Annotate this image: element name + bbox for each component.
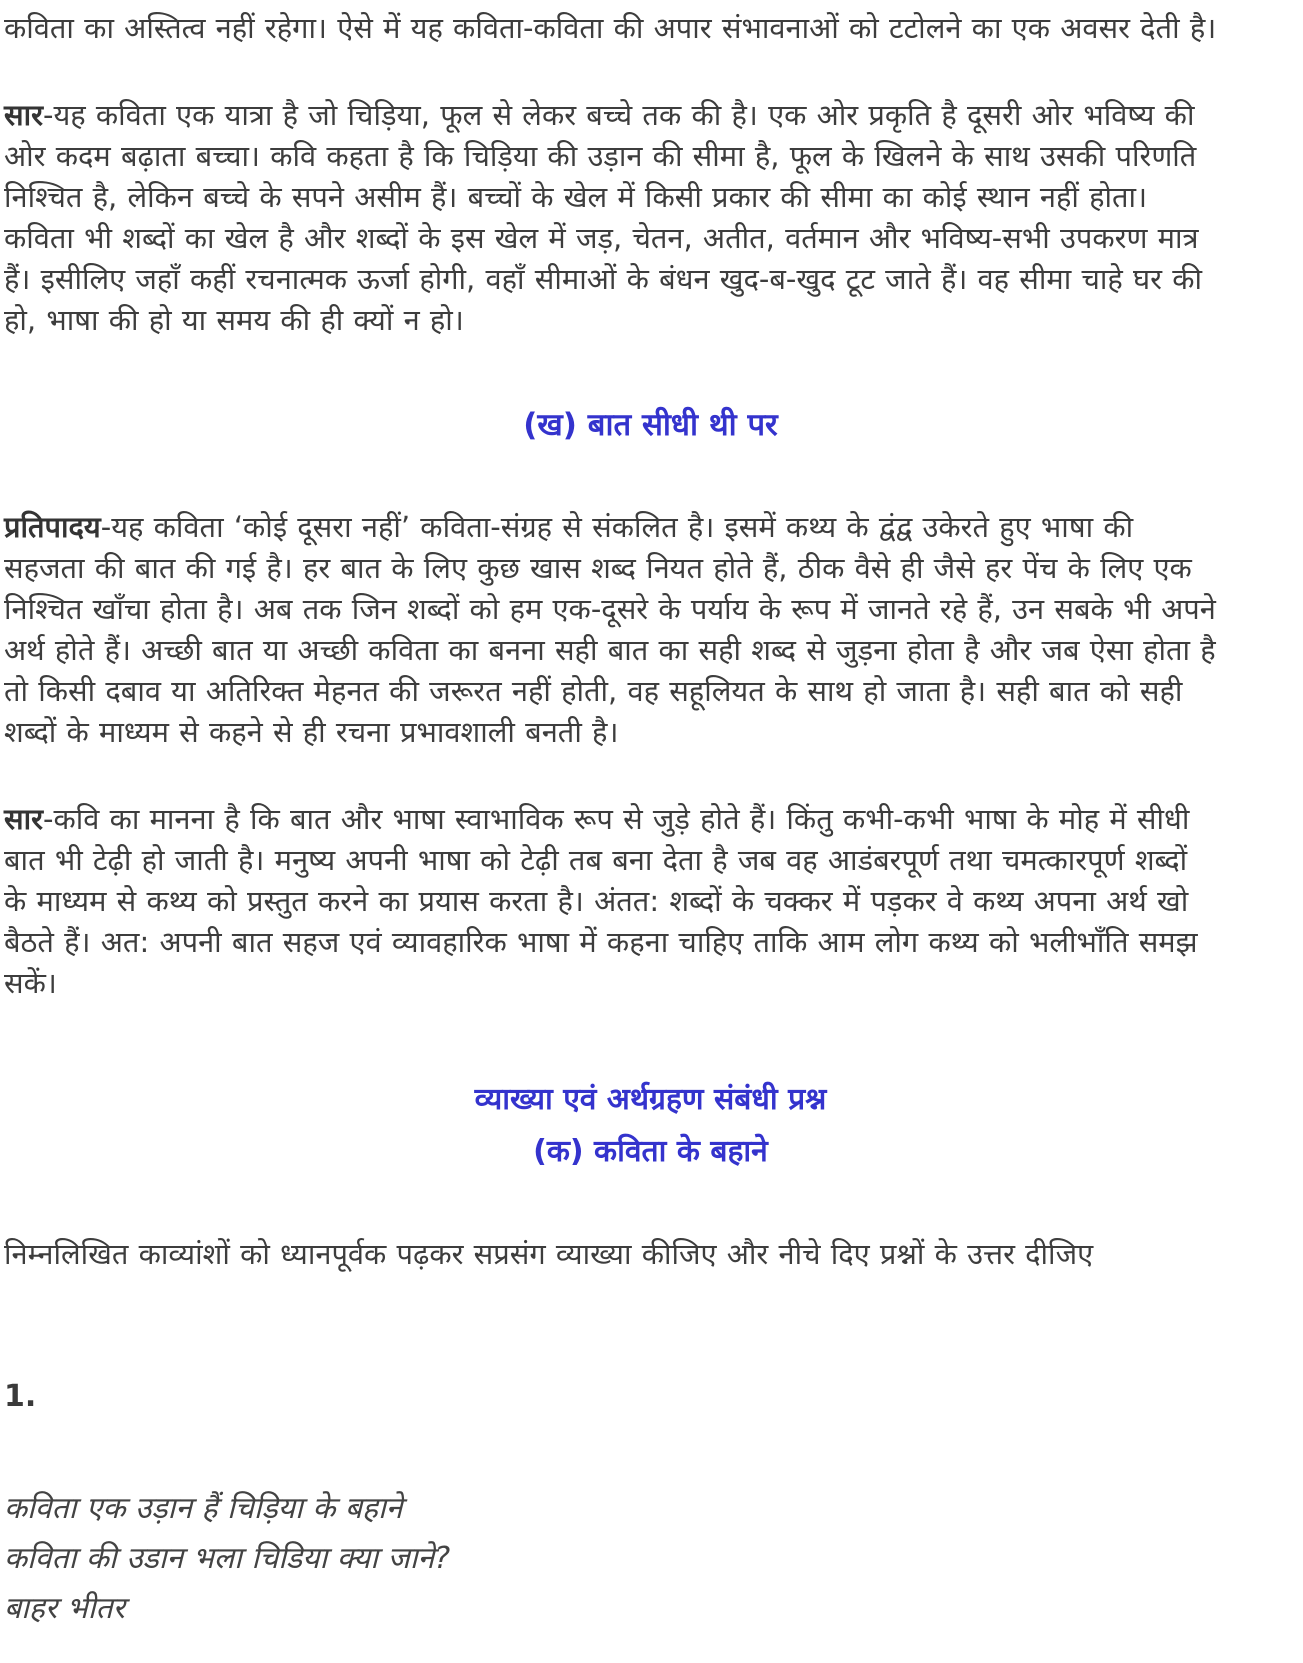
questions-section-heading: व्याख्या एवं अर्थग्रहण संबंधी प्रश्न bbox=[474, 1082, 827, 1117]
pratipadya-text: -यह कविता ‘कोई दूसरा नहीं’ कविता-संग्रह से संकलित है। इसमें कथ्य के द्वंद्व उकेरते हुए भाषा की सहजता की बात की गई है। हर बात के लिए कुछ खास शब्द नियत होते हैं, ठीक वैसे ही जैसे हर पेंच के लिए एक निश्चित खाँचा होता है। अब तक जिन शब्दों को हम एक-दूसरे के पर्याय के रूप में जानते रहे हैं, उन सबके भी अपने अर्थ होते हैं। अच्छी बात या अच्छी कविता का बनना सही बात का सही शब्द से जुड़ना होता है और जब ऐसा होता है तो किसी दबाव या अतिरिक्त मेहनत की जरूरत नहीं होती, वह सहूलियत के साथ हो जाता है। सही बात को सही शब्दों के माध्यम से कहने से ही रचना प्रभावशाली बनती है। bbox=[4, 510, 1216, 749]
summary-text: -यह कविता एक यात्रा है जो चिड़िया, फूल से लेकर बच्चे तक की है। एक ओर प्रकृति है दूसरी ओर भविष्य की ओर कदम बढ़ाता बच्चा। कवि कहता है कि चिड़िया की उड़ान की सीमा है, फूल के खिलने के साथ उसकी परिणति निश्चित है, लेकिन बच्चे के सपने असीम हैं। बच्चों के खेल में किसी प्रकार की सीमा का कोई स्थान नहीं होता। कविता भी शब्दों का खेल है और शब्दों के इस खेल में जड़, चेतन, अतीत, वर्तमान और भविष्य-सभी उपकरण मात्र हैं। इसीलिए जहाँ कहीं रचनात्मक ऊर्जा होगी, वहाँ सीमाओं के बंधन खुद-ब-खुद टूट जाते हैं। वह सीमा चाहे घर की हो, भाषा की हो या समय की ही क्यों न हो। bbox=[4, 98, 1203, 337]
question-number: 1. bbox=[4, 1379, 37, 1414]
pratipadya-lead-word: प्रतिपादय bbox=[4, 510, 101, 544]
summary-paragraph-kavita-ke-bahane bbox=[4, 95, 1297, 341]
subsection-heading-kavita-ke-bahane: (क) कविता के बहाने bbox=[533, 1134, 768, 1169]
poem-line: बाहर भीतर bbox=[4, 1591, 125, 1626]
intro-paragraph bbox=[4, 8, 1297, 49]
summary-paragraph-baat-seedhi bbox=[4, 799, 1297, 1004]
pratipadya-paragraph bbox=[4, 507, 1297, 753]
summary2-lead-word: सार bbox=[4, 802, 43, 836]
questions-heading-group bbox=[4, 1074, 1297, 1178]
poem-line: कविता एक उड़ान हैं चिड़िया के बहाने bbox=[4, 1491, 403, 1526]
intro-paragraph-text: कविता का अस्तित्व नहीं रहेगा। ऐसे में यह कविता-कविता की अपार संभावनाओं को टटोलने का एक अवसर देती है। bbox=[4, 11, 1217, 45]
poem-line: कविता की उडान भला चिडिया क्या जाने? bbox=[4, 1541, 451, 1576]
summary2-text: -कवि का मानना है कि बात और भाषा स्वाभाविक रूप से जुड़े होते हैं। किंतु कभी-कभी भाषा के मोह में सीधी बात भी टेढ़ी हो जाती है। मनुष्य अपनी भाषा को टेढ़ी तब बना देता है जब वह आडंबरपूर्ण तथा चमत्कारपूर्ण शब्दों के माध्यम से कथ्य को प्रस्तुत करने का प्रयास करता है। अंतत: शब्दों के चक्कर में पड़कर वे कथ्य अपना अर्थ खो बैठते हैं। अत: अपनी बात सहज एवं व्यावहारिक भाषा में कहना चाहिए ताकि आम लोग कथ्य को भलीभाँति समझ सकें। bbox=[4, 802, 1198, 1000]
poem-excerpt bbox=[4, 1484, 1297, 1634]
summary-lead-word: सार bbox=[4, 98, 43, 132]
instruction-line: निम्नलिखित काव्यांशों को ध्यानपूर्वक पढ़कर सप्रसंग व्याख्या कीजिए और नीचे दिए प्रश्नों के उत्तर दीजिए bbox=[4, 1237, 1094, 1271]
section-heading-baat-seedhi-thi-par: (ख) बात सीधी थी पर bbox=[523, 407, 778, 443]
